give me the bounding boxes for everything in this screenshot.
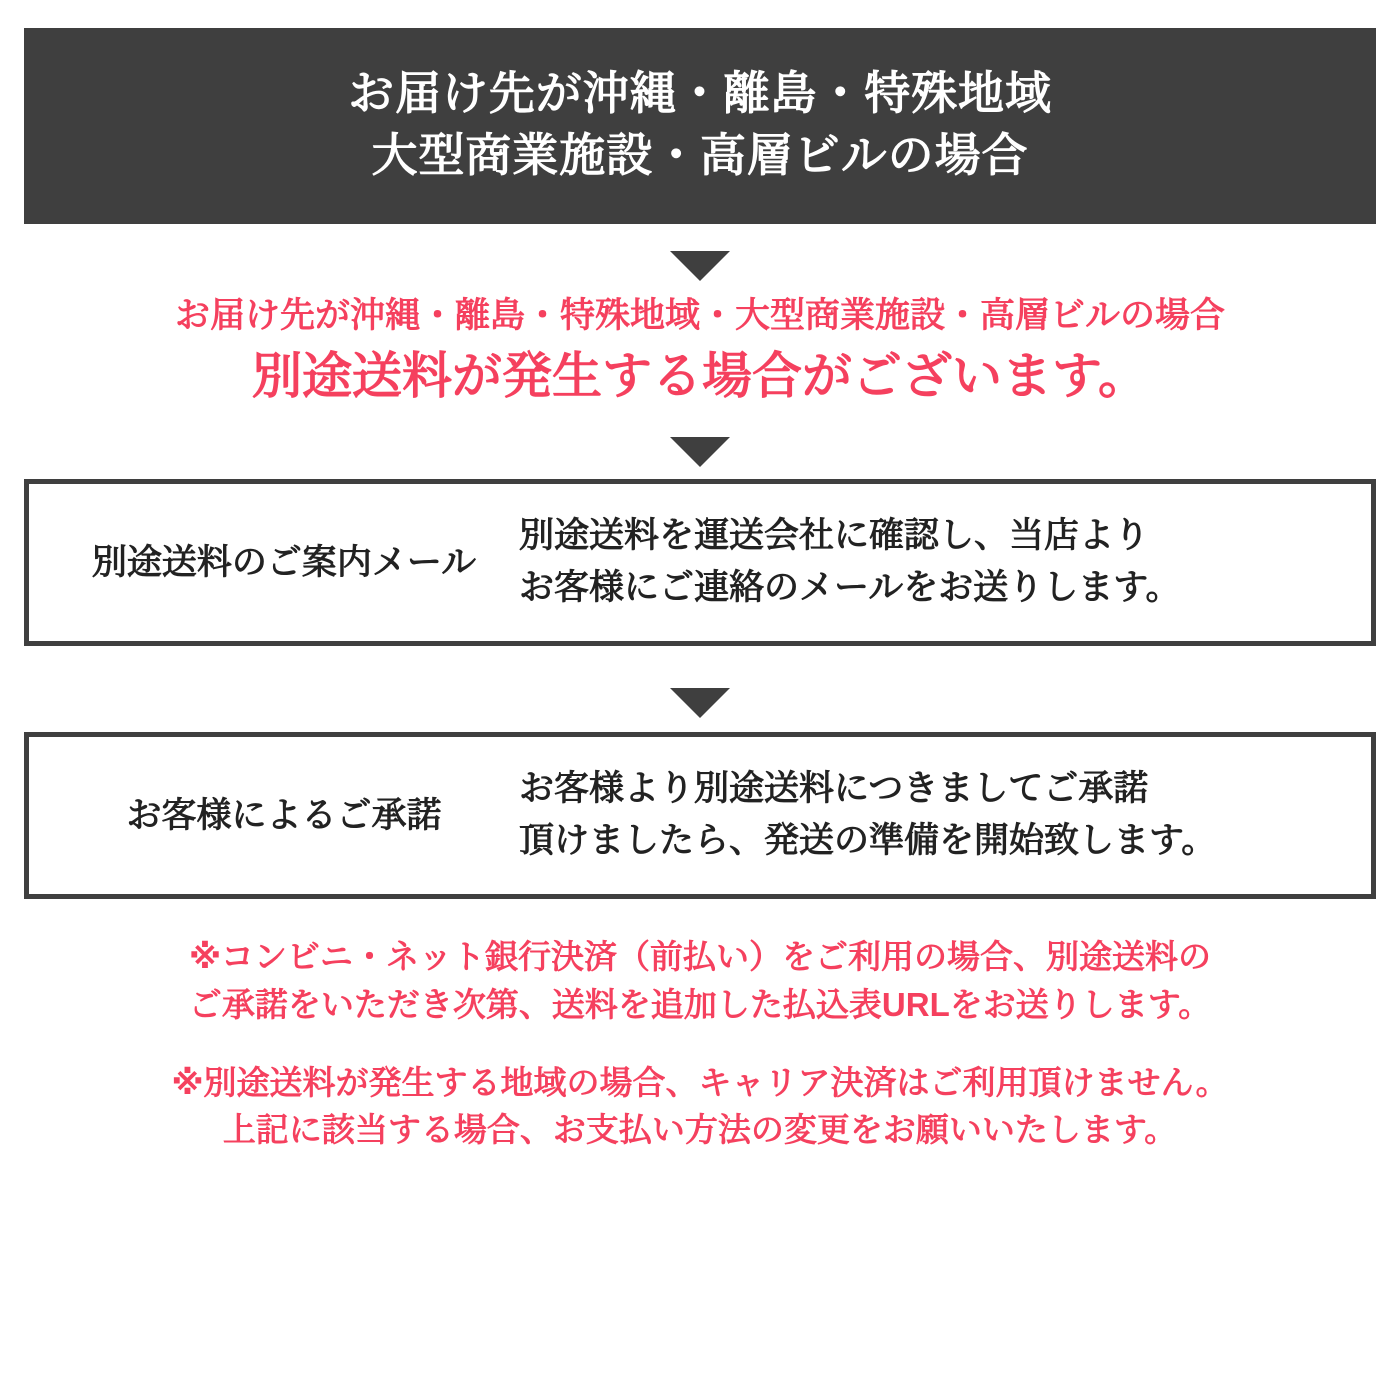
arrow-down-3-container [24, 646, 1376, 732]
step-box-customer-consent [24, 732, 1376, 899]
step-box-email-notice [24, 479, 1376, 646]
emphasis-subtitle: お届け先が沖縄・離島・特殊地域・大型商業施設・高層ビルの場合 [174, 296, 1225, 336]
step-description-line: お客様にご連絡のメールをお送りします。 [519, 568, 1181, 608]
header-banner [24, 28, 1376, 224]
note-line: 上記に該当する場合、お支払い方法の変更をお願いいたします。 [222, 1111, 1178, 1149]
step-description-line: 別途送料を運送会社に確認し、当店より [519, 515, 1150, 555]
notes-section [24, 933, 1376, 1154]
note-line: ご承諾をいただき次第、送料を追加した払込表URLをお送りします。 [188, 985, 1212, 1023]
step-description-email-notice [519, 510, 1351, 615]
note-line: ※別途送料が発生する地域の場合、キャリア決済はご利用頂けません。 [171, 1063, 1229, 1101]
step-description-line: 頂けましたら、発送の準備を開始致します。 [519, 821, 1217, 861]
emphasis-headline: 別途送料が発生する場合がございます。 [252, 347, 1148, 404]
step-label-email-notice: 別途送料のご案内メール [91, 542, 477, 582]
emphasis-block [24, 294, 1376, 409]
note-prepayment [24, 933, 1376, 1029]
step-description-customer-consent [519, 763, 1351, 868]
arrow-down-icon [670, 251, 730, 281]
header-line-2: 大型商業施設・高層ビルの場合 [371, 129, 1029, 182]
step-label-customer-consent: お客様によるご承諾 [126, 795, 442, 835]
header-line-1: お届け先が沖縄・離島・特殊地域 [348, 67, 1052, 119]
arrow-down-2-container [24, 409, 1376, 479]
step-description-line: お客様より別途送料につきましてご承諾 [519, 768, 1149, 808]
arrow-down-icon [670, 437, 730, 467]
arrow-down-1-container [24, 224, 1376, 290]
note-carrier-payment [24, 1059, 1376, 1155]
arrow-down-icon [670, 688, 730, 718]
note-line: ※コンビニ・ネット銀行決済（前払い）をご利用の場合、別途送料の [188, 937, 1212, 975]
